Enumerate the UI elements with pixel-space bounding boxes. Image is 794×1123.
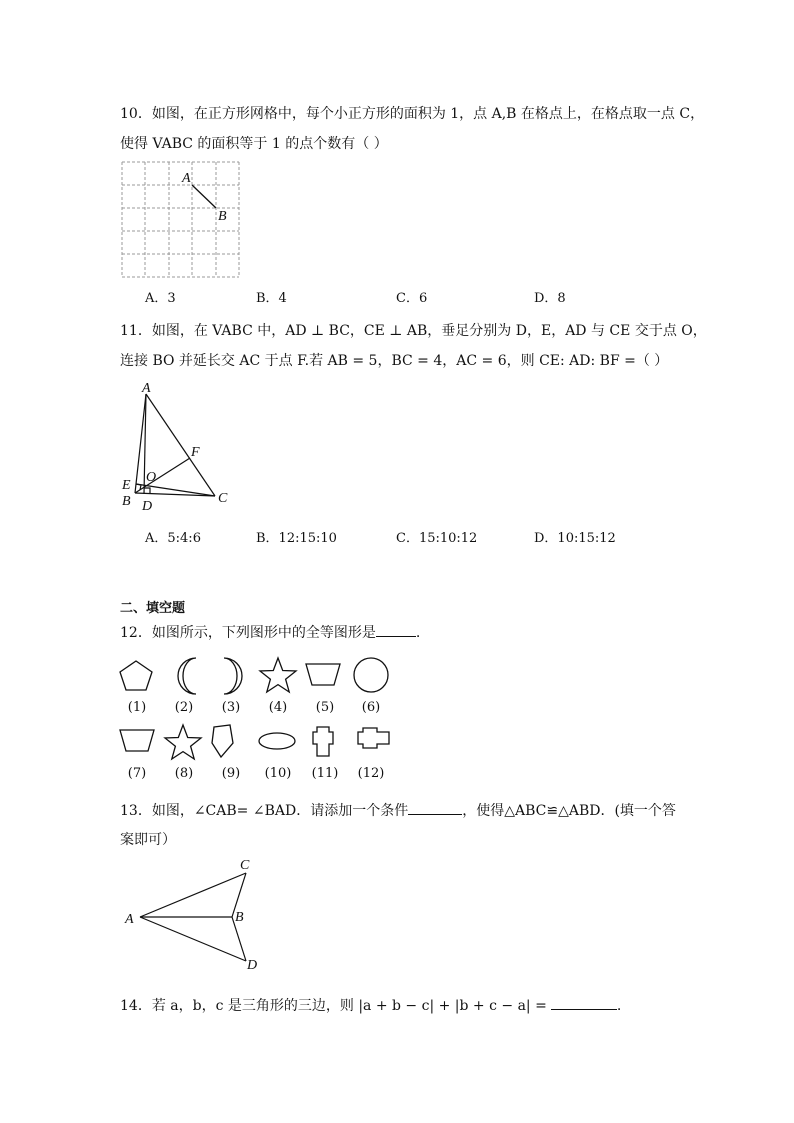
q12-caption-11: (11) <box>311 766 339 781</box>
q11-label-c: C <box>218 491 228 506</box>
q11-label-d: D <box>142 499 153 514</box>
shape-6-circle <box>354 658 388 692</box>
q12-caption-7: (7) <box>127 766 147 781</box>
q12-shapes-row-2 <box>118 722 398 762</box>
q12-caption-2: (2) <box>174 700 194 715</box>
q13-label-c: C <box>240 858 250 873</box>
q13-label-d: D <box>247 958 258 973</box>
shape-4-star <box>260 658 296 692</box>
q10-grid-figure <box>122 160 242 280</box>
q12-caption-5: (5) <box>315 700 335 715</box>
shape-11-cross-vertical <box>313 727 333 756</box>
q14-answer-blank[interactable] <box>551 995 617 1010</box>
q11-label-a: A <box>142 381 151 396</box>
q12-shapes-row-1 <box>118 655 398 697</box>
q12-caption-12: (12) <box>357 766 385 781</box>
shape-3-crescent-right <box>224 658 242 694</box>
q12-answer-blank[interactable] <box>376 622 416 637</box>
q11-label-o: O <box>146 470 157 485</box>
q14-text-line <box>120 995 621 1016</box>
shape-10-ellipse <box>259 733 295 749</box>
q13-label-b: B <box>235 910 244 925</box>
shape-1-pentagon <box>120 661 152 690</box>
shape-8-star <box>165 725 201 759</box>
q13-answer-blank[interactable] <box>408 800 462 815</box>
q11-label-e: E <box>122 478 131 493</box>
shape-9-pentagon <box>212 725 233 757</box>
q12-caption-8: (8) <box>174 766 194 781</box>
q12-end: . <box>415 625 421 641</box>
q10-label-b: B <box>218 209 227 224</box>
segment-ab <box>192 185 216 208</box>
q10-option-b: B．4 <box>256 291 287 306</box>
q13-text-line-1 <box>120 800 676 821</box>
q14-end: . <box>616 998 622 1014</box>
q10-option-c: C．6 <box>396 291 428 306</box>
section-title-fill-in: 二、填空题 <box>120 601 186 616</box>
q13-text-b: ，使得△ABC≌△ABD．(填一个答 <box>462 803 676 819</box>
q13-label-a: A <box>125 912 134 927</box>
q12-caption-6: (6) <box>361 700 381 715</box>
q10-option-d: D．8 <box>534 291 566 306</box>
shape-12-cross-horizontal <box>358 728 389 748</box>
q13-text-line-2: 案即可） <box>120 832 176 848</box>
q11-option-b: B．12:15:10 <box>256 531 337 546</box>
q11-text-line-1: 11．如图，在 VABC 中，AD ⊥ BC，CE ⊥ AB，垂足分别为 D，E，AD 与 CE 交于点 O， <box>120 323 707 339</box>
q12-text-line <box>120 622 420 643</box>
q12-caption-10: (10) <box>264 766 292 781</box>
shape-2-crescent-left <box>178 658 196 694</box>
q11-option-d: D．10:15:12 <box>534 531 616 546</box>
q11-text-line-2: 连接 BO 并延长交 AC 于点 F.若 AB = 5，BC = 4，AC = 6，则 CE: AD: BF =（ ） <box>120 353 669 369</box>
q10-text-line-2: 使得 VABC 的面积等于 1 的点个数有（ ） <box>120 136 388 152</box>
shape-5-trapezoid <box>306 664 340 685</box>
q12-caption-4: (4) <box>268 700 288 715</box>
q11-label-b: B <box>122 494 131 509</box>
q11-label-f: F <box>191 445 200 460</box>
q12-caption-3: (3) <box>221 700 241 715</box>
q13-figure <box>120 855 270 975</box>
q12-caption-1: (1) <box>127 700 147 715</box>
q10-label-a: A <box>182 171 191 186</box>
q10-text-line-1: 10．如图，在正方形网格中，每个小正方形的面积为 1，点 A,B 在格点上，在格点取一点 C， <box>120 106 705 122</box>
q13-text-a: 13．如图，∠CAB= ∠BAD．请添加一个条件 <box>120 803 409 819</box>
shape-7-trapezoid <box>120 730 154 751</box>
q11-triangle-figure <box>115 380 245 515</box>
q12-caption-9: (9) <box>221 766 241 781</box>
q14-text: 14．若 a，b，c 是三角形的三边，则 |a + b − c| + |b + c − a| = <box>120 998 547 1014</box>
q11-option-a: A．5:4:6 <box>145 531 201 546</box>
q12-text: 12．如图所示，下列图形中的全等图形是 <box>120 625 376 641</box>
q11-option-c: C．15:10:12 <box>396 531 478 546</box>
q10-option-a: A．3 <box>145 291 176 306</box>
